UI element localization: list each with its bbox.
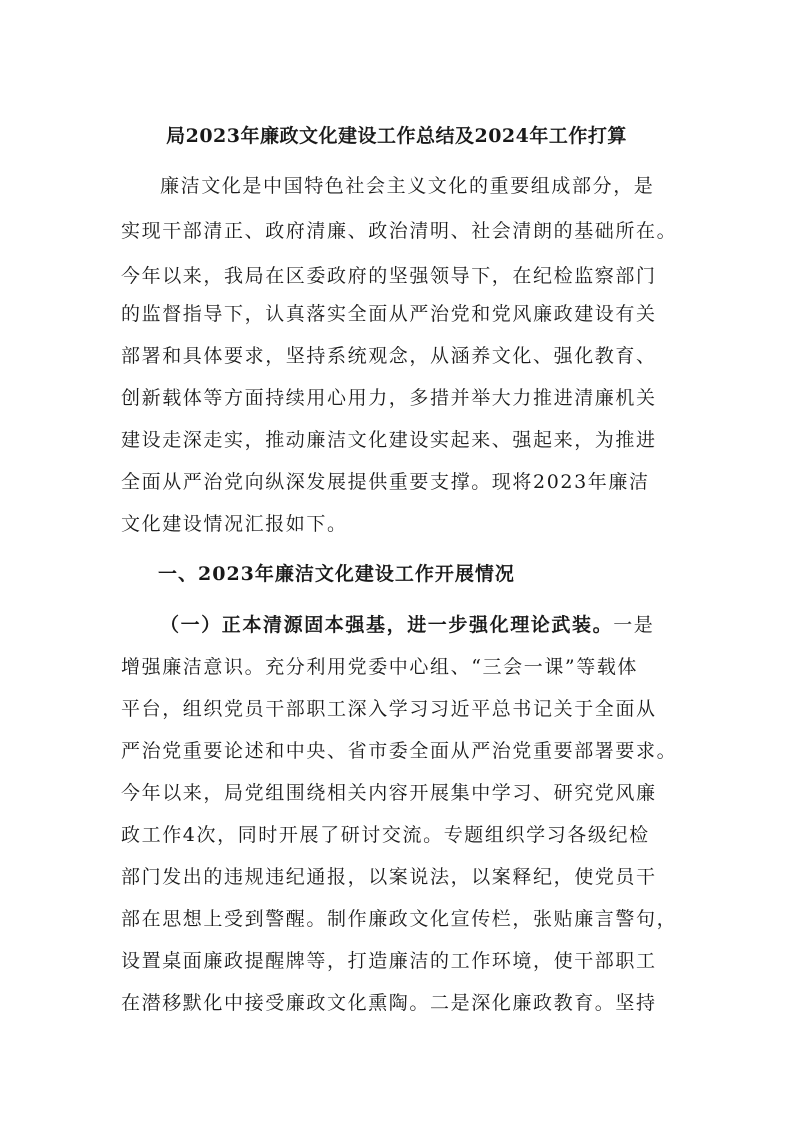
subsection-heading-bold: （一）正本清源固本强基，进一步强化理论武装。 bbox=[160, 614, 614, 636]
intro-line: 实现干部清正、政府清廉、政治清明、社会清朗的基础所在。 bbox=[121, 220, 678, 242]
body-line: 部在思想上受到警醒。制作廉政文化宣传栏，张贴廉言警句， bbox=[121, 908, 678, 930]
body-line: 今年以来，局党组围绕相关内容开展集中学习、研究党风廉 bbox=[121, 782, 657, 804]
intro-line: 创新载体等方面持续用心用力，多措并举大力推进清廉机关 bbox=[121, 387, 657, 409]
intro-line: 的监督指导下，认真落实全面从严治党和党风廉政建设有关 bbox=[121, 303, 657, 325]
subsection-heading bbox=[160, 611, 720, 639]
intro-line: 今年以来，我局在区委政府的坚强领导下，在纪检监察部门 bbox=[121, 265, 657, 287]
intro-line: 全面从严治党向纵深发展提供重要支撑。现将2023年廉洁 bbox=[121, 471, 650, 493]
body-line: 设置桌面廉政提醒牌等，打造廉洁的工作环境，使干部职工 bbox=[121, 950, 657, 972]
body-line: 平台，组织党员干部职工深入学习习近平总书记关于全面从 bbox=[121, 698, 657, 720]
body-line: 在潜移默化中接受廉政文化熏陶。二是深化廉政教育。坚持 bbox=[121, 992, 657, 1014]
intro-line: 建设走深走实，推动廉洁文化建设实起来、强起来，为推进 bbox=[121, 429, 657, 451]
body-line: 政工作4次，同时开展了研讨交流。专题组织学习各级纪检 bbox=[121, 824, 650, 846]
section-heading: 一、2023年廉洁文化建设工作开展情况 bbox=[158, 563, 515, 585]
document-title: 局2023年廉政文化建设工作总结及2024年工作打算 bbox=[166, 125, 627, 147]
body-line: 部门发出的违规违纪通报，以案说法，以案释纪，使党员干 bbox=[121, 866, 657, 888]
intro-line: 廉洁文化是中国特色社会主义文化的重要组成部分，是 bbox=[160, 175, 655, 197]
intro-line: 部署和具体要求，坚持系统观念，从涵养文化、强化教育、 bbox=[121, 345, 657, 367]
body-line: 严治党重要论述和中央、省市委全面从严治党重要部署要求。 bbox=[121, 740, 678, 762]
body-line: 增强廉洁意识。充分利用党委中心组、“三会一课”等载体 bbox=[121, 656, 639, 678]
subsection-heading-rest: 一是 bbox=[613, 614, 655, 636]
intro-line: 文化建设情况汇报如下。 bbox=[121, 513, 348, 535]
